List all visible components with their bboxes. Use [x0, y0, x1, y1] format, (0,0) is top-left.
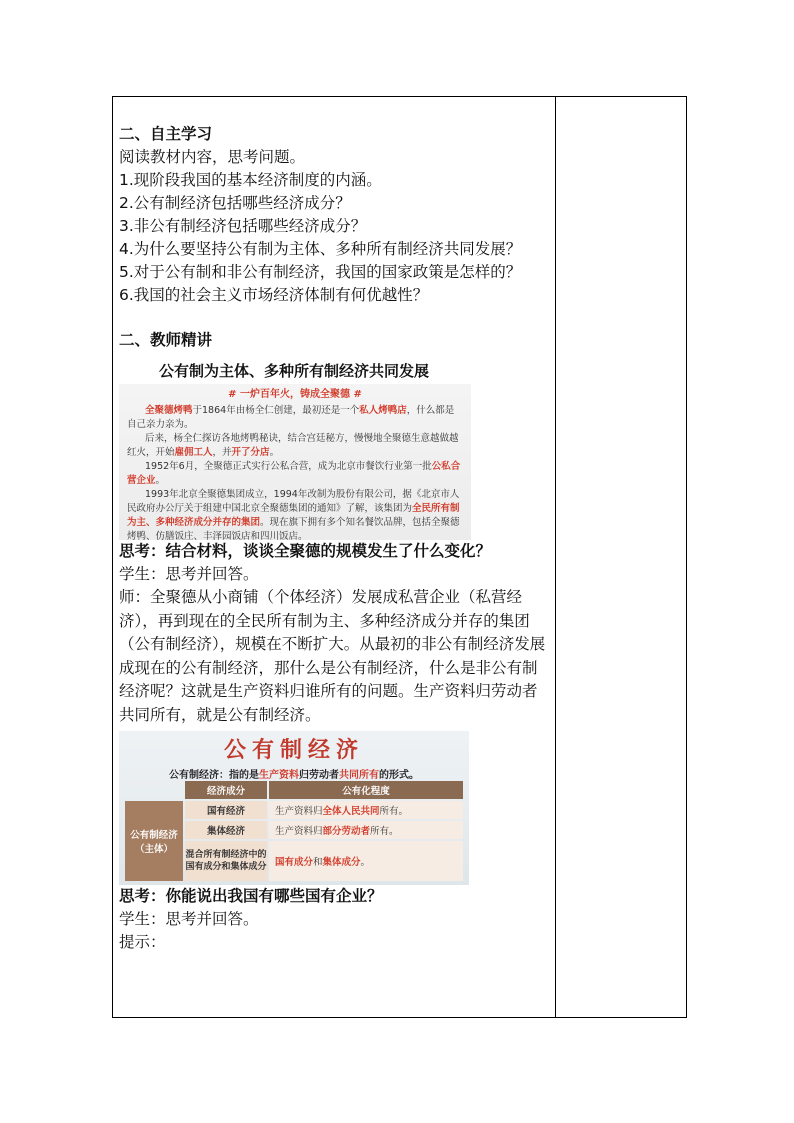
question-6: 6.我国的社会主义市场经济体制有何优越性？	[119, 286, 429, 304]
teacher-explanation: 师：全聚德从小商铺（个体经济）发展成私营企业（私营经济），再到现在的全民所有制为主、多种经济成分并存的集团（公有制经济），规模在不断扩大。从最初的非公有制经济发展成现在的公有制经济，那什么是公有制经济，什么是非公有制经济呢？这就是生产资料归谁所有的问题。生产资料归劳动者共同所有，就是公有制经济。	[119, 588, 546, 724]
section-heading-teacher: 二、教师精讲	[119, 331, 213, 349]
type-state: 国有经济	[185, 801, 267, 819]
question-2: 2.公有制经济包括哪些经济成分？	[119, 194, 351, 212]
public-economy-image	[119, 731, 469, 885]
think-question-1: 思考：结合材料，谈谈全聚德的规模发生了什么变化？	[119, 542, 492, 560]
public-economy-table	[125, 781, 463, 881]
public-economy-definition: 公有制经济：指的是生产资料归劳动者共同所有的形式。	[169, 770, 419, 781]
question-1: 1.现阶段我国的基本经济制度的内涵。	[119, 171, 382, 189]
public-economy-title: 公有制经济	[223, 737, 364, 763]
material-paragraph-1: 全聚德烤鸭于1864年由杨全仁创建，最初还是一个私人烤鸭店，什么都是自己亲力亲为。	[127, 405, 455, 430]
hint-label: 提示：	[119, 933, 166, 951]
topic-title: 公有制为主体、多种所有制经济共同发展	[159, 362, 430, 380]
material-title: # 一炉百年火，铸成全聚德 #	[228, 389, 362, 400]
degree-collective: 生产资料归 部分劳动者 所有。	[269, 821, 463, 839]
material-paragraph-2: 后来，杨全仁探访各地烤鸭秘诀，结合宫廷秘方，慢慢地全聚德生意越做越红火，开始雇佣工人，并开了分店。	[127, 433, 459, 458]
main-column	[119, 123, 549, 954]
col-header-component: 经济成分	[185, 781, 267, 799]
column-divider	[555, 97, 556, 1017]
material-image-quanjude	[119, 384, 471, 540]
student-answer-2: 学生：思考并回答。	[119, 910, 259, 928]
section-heading-self-study: 二、自主学习	[119, 125, 213, 143]
intro-text: 阅读教材内容，思考问题。	[119, 148, 306, 166]
type-mixed: 混合所有制经济中的国有成分和集体成分	[185, 841, 267, 881]
think-question-2: 思考：你能说出我国有哪些国有企业？	[119, 887, 383, 905]
question-4: 4.为什么要坚持公有制为主体、多种所有制经济共同发展？	[119, 240, 522, 258]
material-paragraph-3: 1952年6月，全聚德正式实行公私合营，成为北京市餐饮行业第一批公私合营企业。	[127, 461, 461, 486]
row-label-public: 公有制经济（主体）	[125, 801, 183, 881]
material-paragraph-4: 1993年北京全聚德集团成立，1994年改制为股份有限公司，据《北京市人民政府办公厅关于组建中国北京全聚德集团的通知》了解，该集团为全民所有制为主、多种经济成分并存的集团。现在旗下拥有多个知名餐饮品牌，包括全聚德烤鸭、仿膳饭庄、丰泽园饭店和四川饭店。	[127, 489, 460, 542]
degree-mixed: 国有成分 和 集体成分 。	[269, 841, 463, 881]
question-3: 3.非公有制经济包括哪些经济成分？	[119, 217, 367, 235]
lesson-table	[112, 96, 687, 1018]
question-5: 5.对于公有制和非公有制经济，我国的国家政策是怎样的？	[119, 263, 522, 281]
col-header-degree: 公有化程度	[269, 781, 463, 799]
degree-state: 生产资料归 全体人民共同 所有。	[269, 801, 463, 819]
student-answer-1: 学生：思考并回答。	[119, 565, 259, 583]
type-collective: 集体经济	[185, 821, 267, 839]
